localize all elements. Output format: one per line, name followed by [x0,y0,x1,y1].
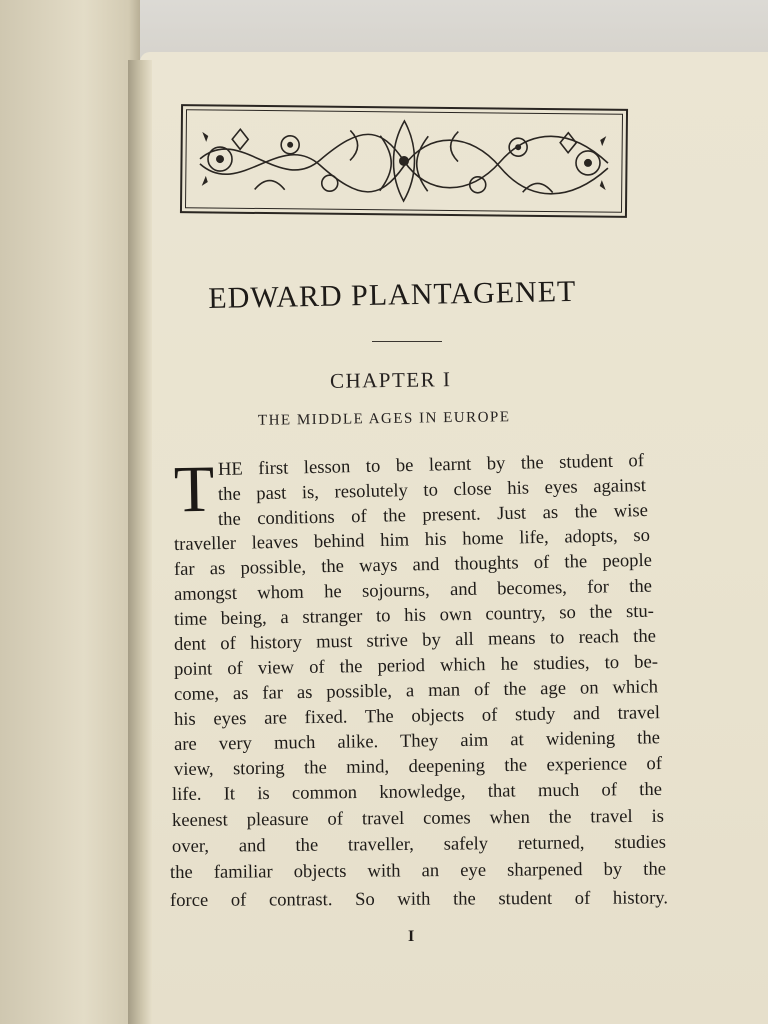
text-line: come, as far as possible, a man of the age on which [173,676,659,705]
chapter-heading: CHAPTER I [329,367,452,393]
text-line: the past is, resolutely to close his eyes against [217,475,647,505]
text-line: are very much alike. They aim at widening the [173,727,661,755]
text-line: the conditions of the present. Just as the wise [217,499,649,530]
text-line: HE first lesson to be learnt by the student of [217,450,645,480]
text-line: point of view of the period which he studies, to be- [173,651,659,680]
text-line: traveller leaves behind him his home life, adopts, so [173,524,651,555]
text-line: over, and the traveller, safely returned, studies [171,831,667,857]
floral-headpiece-ornament [179,104,628,219]
chapter-subtitle: THE MIDDLE AGES IN EUROPE [257,409,511,429]
text-line: keenest pleasure of travel comes when the travel is [171,805,665,831]
page-number: I [408,928,415,945]
book-gutter [128,60,152,1024]
book-title: EDWARD PLANTAGENET [208,274,577,315]
title-divider [372,341,442,342]
text-line: the familiar objects with an eye sharpened by the [169,858,667,883]
text-line: time being, a stranger to his own country, so the stu- [173,600,655,630]
text-line: force of contrast. So with the student of history. [169,887,669,911]
text-line: life. It is common knowledge, that much of the [171,778,663,805]
drop-cap: T [173,452,215,527]
text-line: view, storing the mind, deepening the experience of [173,753,663,780]
text-line: his eyes are fixed. The objects of study and travel [173,702,661,730]
left-page [0,0,140,1024]
background [140,0,768,60]
text-line: dent of history must strive by all means to reach the [173,625,657,655]
text-line: amongst whom he sojourns, and becomes, for the [173,575,653,605]
text-line: far as possible, the ways and thoughts of the people [173,549,653,580]
